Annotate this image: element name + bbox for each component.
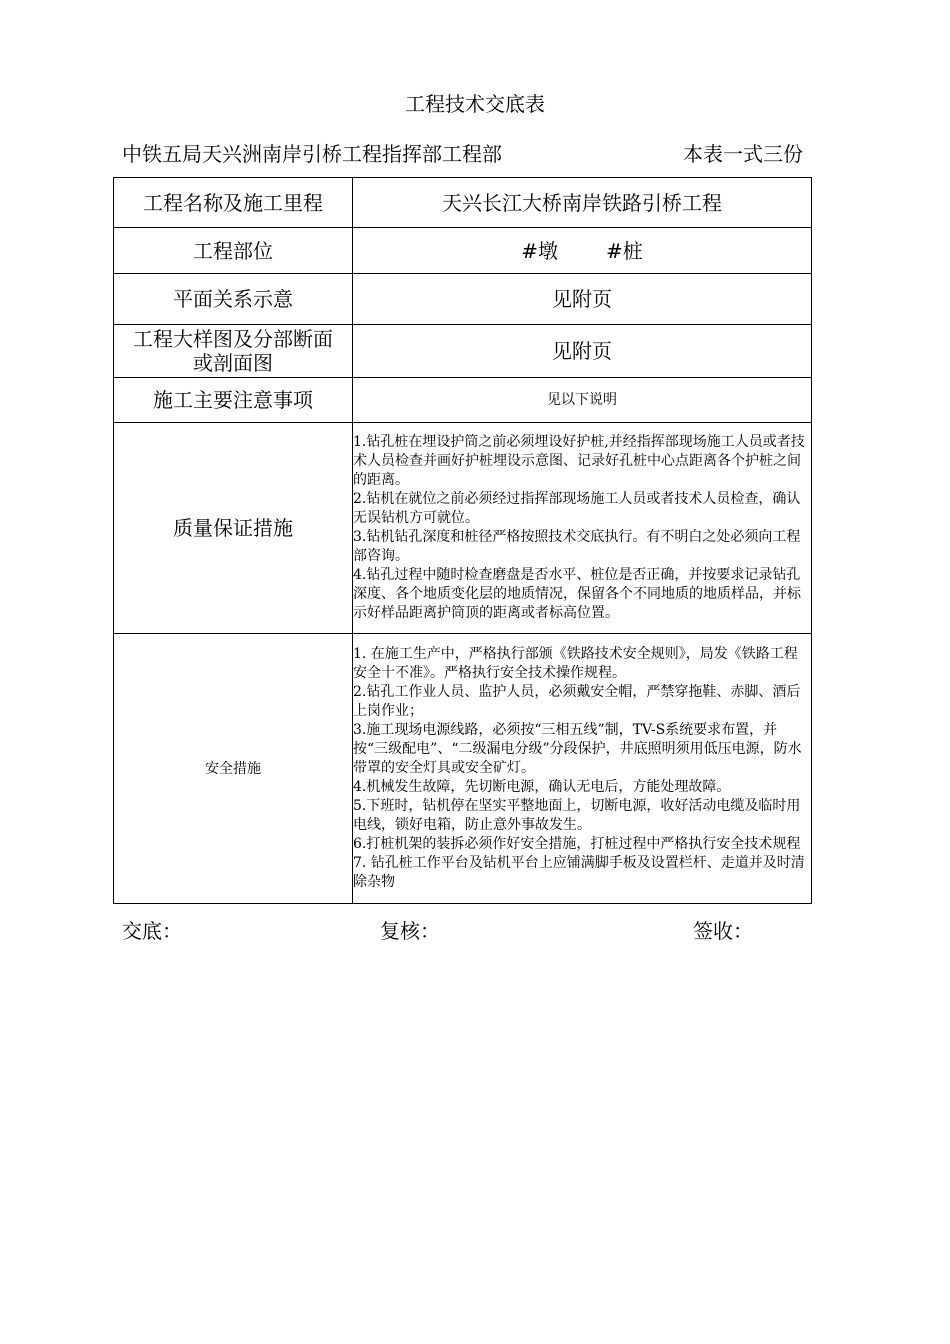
quality-items [353, 423, 812, 634]
safety-item: 6.打桩机架的装拆必须作好安全措施，打桩过程中严格执行安全技术规程 [353, 836, 801, 852]
row-safety [114, 634, 812, 904]
safety-label: 安全措施 [114, 634, 353, 904]
row-project-name [114, 178, 812, 228]
project-name-label: 工程名称及施工里程 [114, 178, 353, 228]
safety-item: 3.施工现场电源线路，必须按“三相五线”制，TV-S系统要求布置，并按“三级配电”、“二级漏电分级”分段保护，井底照明须用低压电源，防水带罩的安全灯具或安全矿灯。 [353, 722, 802, 776]
row-part [114, 228, 812, 274]
safety-items [353, 634, 812, 904]
part-pier: #墩 [521, 238, 558, 263]
project-name-value: 天兴长江大桥南岸铁路引桥工程 [353, 178, 812, 228]
part-pile: #桩 [606, 238, 643, 263]
quality-item: 1.钻孔桩在埋设护筒之前必须埋设好护桩,并经指挥部现场施工人员或者技术人员检查并画好护桩埋设示意图、记录好孔桩中心点距离各个护桩之间的距离。 [353, 434, 805, 488]
notice-value: 见以下说明 [353, 378, 812, 423]
copies-note: 本表一式三份 [683, 142, 803, 166]
row-notice [114, 378, 812, 423]
detail-label: 工程大样图及分部断面或剖面图 [114, 325, 353, 378]
quality-label: 质量保证措施 [114, 423, 353, 634]
row-plan [114, 274, 812, 325]
notice-label: 施工主要注意事项 [114, 378, 353, 423]
plan-label: 平面关系示意 [114, 274, 353, 325]
document-title: 工程技术交底表 [405, 92, 545, 116]
safety-item: 2.钻孔工作业人员、监护人员，必须戴安全帽，严禁穿拖鞋、赤脚、酒后上岗作业； [353, 684, 801, 719]
row-quality [114, 423, 812, 634]
review-signature: 复核： [380, 919, 440, 943]
safety-item: 7. 钻孔桩工作平台及钻机平台上应铺满脚手板及设置栏杆、走道并及时清除杂物 [353, 855, 805, 890]
quality-item: 2.钻机在就位之前必须经过指挥部现场施工人员或者技术人员检查，确认无误钻机方可就位。 [353, 491, 801, 526]
safety-item: 5.下班时，钻机停在坚实平整地面上，切断电源，收好活动电缆及临时用电线，锁好电箱，防止意外事故发生。 [353, 798, 801, 833]
row-detail [114, 325, 812, 378]
part-label: 工程部位 [114, 228, 353, 274]
quality-item: 3.钻机钻孔深度和桩径严格按照技术交底执行。有不明白之处必须向工程部咨询。 [353, 529, 801, 564]
safety-item: 1. 在施工生产中，严格执行部颁《铁路技术安全规则》，局发《铁路工程安全十不准》。严格执行安全技术操作规程。 [353, 646, 798, 681]
organization-name: 中铁五局天兴洲南岸引桥工程指挥部工程部 [122, 142, 502, 166]
quality-item: 4.钻孔过程中随时检查磨盘是否水平、桩位是否正确，并按要求记录钻孔深度、各个地质变化层的地质情况，保留各个不同地质的地质样品，并标示好样品距离护筒顶的距离或者标高位置。 [353, 567, 801, 621]
plan-value: 见附页 [353, 274, 812, 325]
receipt-signature: 签收： [693, 919, 753, 943]
handover-signature: 交底： [122, 919, 182, 943]
detail-value: 见附页 [353, 325, 812, 378]
handover-table [113, 177, 812, 904]
safety-item: 4.机械发生故障，先切断电源，确认无电后，方能处理故障。 [353, 779, 731, 795]
part-value [353, 228, 812, 274]
